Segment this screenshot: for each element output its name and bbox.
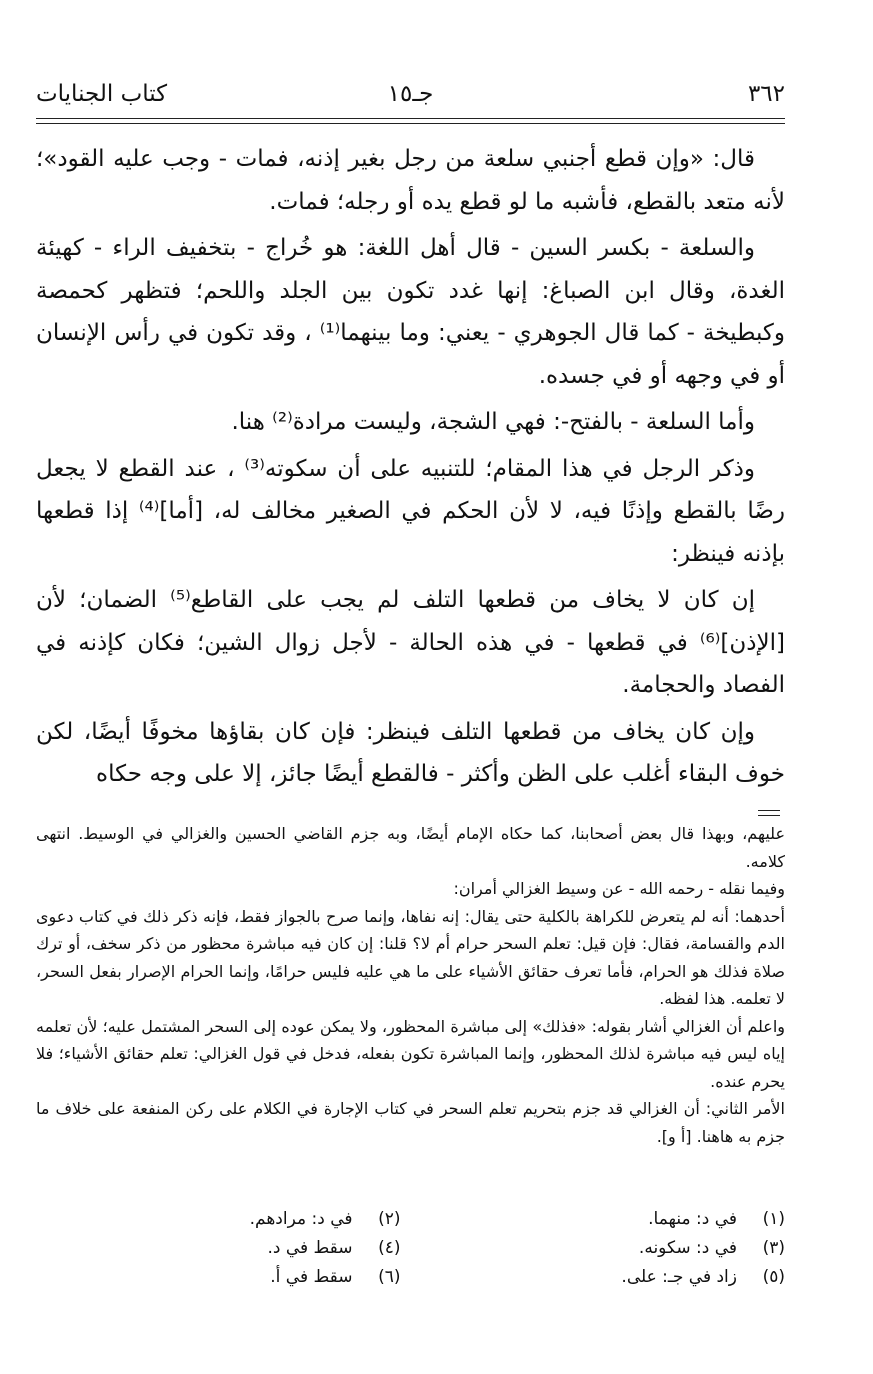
footnote-number: (٣) — [762, 1238, 785, 1258]
footnote-item — [36, 1205, 401, 1234]
note-paragraph: أحدهما: أنه لم يتعرض للكراهة بالكلية حتى يقال: إنه نفاها، وإنما صرح بالجواز فقط، فإنه ذكر ذلك في كتاب دعوى الدم والقسامة، فقال: فإن قيل: تعلم السحر حرام أم لا؟ قلنا: إن كان فيه مباشرة محظور من ذكر سخف، أو ترك صلاة فذلك هو الحرام، فأما تعرف حقائق الأشياء على ما هي عليه فليس حرامًا، وإنما الحرام الإصرار بفعل السحر، لا تعلمه. هذا لفظه. — [36, 906, 785, 1008]
main-paragraph: قال: «وإن قطع أجنبي سلعة من رجل بغير إذنه، فمات - وجب عليه القود»؛ لأنه متعد بالقطع، فأشبه ما لو قطع يده أو رجله؛ فمات. — [36, 146, 785, 215]
note-paragraph: واعلم أن الغزالي أشار بقوله: «فذلك» إلى مباشرة المحظور، ولا يمكن عوده إلى السحر المشتمل عليه؛ لأن تعلمه إياه ليس فيه مباشرة لذلك المحظور، وإنما المباشرة تكون بفعله، فدخل في قول الغزالي: تعلم حقائق الأشياء؛ فلا يحرم عنده. — [36, 1016, 785, 1091]
note-paragraph: وفيما نقله - رحمه الله - عن وسيط الغزالي أمران: — [453, 879, 785, 898]
footnote-text: في د: مرادهم. — [249, 1209, 353, 1229]
footnote-item — [421, 1234, 786, 1263]
footnote-item — [36, 1234, 401, 1263]
header-rule-double — [36, 123, 785, 124]
footnote-number: (٦) — [378, 1267, 401, 1287]
footnote-text: في د: سكونه. — [638, 1238, 737, 1258]
chapter-title: كتاب الجنايات — [36, 81, 168, 107]
header-rule — [36, 118, 785, 119]
footnote-text: في د: منهما. — [648, 1209, 737, 1229]
footnote-text: سقط في د. — [267, 1238, 353, 1258]
main-paragraph: وإن كان يخاف من قطعها التلف فينظر: فإن كان بقاؤها مخوفًا أيضًا، لكن خوف البقاء أغلب على الظن وأكثر - فالقطع أيضًا جائز، إلا على وجه حكاه — [36, 718, 785, 787]
note-paragraph: عليهم، وبهذا قال بعض أصحابنا، كما حكاه الإمام أيضًا، وبه جزم القاضي الحسين والغزالي في الوسيط. انتهى كلامه. — [36, 824, 785, 871]
footnote-text: زاد في جـ: على. — [621, 1267, 737, 1287]
main-text — [36, 138, 785, 800]
footnote-text: سقط في أ. — [270, 1267, 353, 1287]
volume-label: جـ١٥ — [387, 81, 434, 107]
note-paragraph: الأمر الثاني: أن الغزالي قد جزم بتحريم تعلم السحر في كتاب الإجارة في الكلام على ركن المنفعة على خلاف ما جزم به هاهنا. [أ و]. — [36, 1099, 785, 1146]
footnote-item — [36, 1263, 401, 1292]
footnote-item — [421, 1205, 786, 1234]
footnote-continuation — [36, 820, 785, 1150]
main-paragraph: والسلعة - بكسر السين - قال أهل اللغة: هو خُراج - بتخفيف الراء - كهيئة الغدة، وقال ابن الصباغ: إنها غدد تكون بين الجلد واللحم؛ فتظهر كحمصة وكبطيخة - كما قال الجوهري - يعني: وما بينهما⁽¹⁾ ، وقد تكون في رأس الإنسان أو في وجهه أو في جسده. — [36, 235, 785, 389]
main-paragraph: وأما السلعة - بالفتح-: فهي الشجة، وليست مرادة⁽²⁾ هنا. — [231, 409, 755, 435]
footnote-separator-double — [758, 815, 780, 816]
page-header — [36, 74, 785, 114]
footnote-number: (٤) — [378, 1238, 401, 1258]
footnote-list — [36, 1205, 785, 1292]
main-paragraph: وذكر الرجل في هذا المقام؛ للتنبيه على أن سكوته⁽³⁾ ، عند القطع لا يجعل رضًا بالقطع وإذنًا فيه، لا لأن الحكم في الصغير مخالف له، [أما]⁽⁴⁾ إذا قطعها بإذنه فينظر: — [36, 455, 785, 567]
footnote-item — [421, 1263, 786, 1292]
footnote-number: (٥) — [762, 1267, 785, 1287]
footnote-number: (٢) — [378, 1209, 401, 1229]
main-paragraph: إن كان لا يخاف من قطعها التلف لم يجب على القاطع⁽⁵⁾ الضمان؛ لأن [الإذن]⁽⁶⁾ في قطعها - في هذه الحالة - لأجل زوال الشين؛ فكان كإذنه في الفصاد والحجامة. — [36, 587, 785, 698]
footnote-number: (١) — [762, 1209, 785, 1229]
page-number: ٣٦٢ — [747, 81, 785, 107]
footnote-separator — [758, 810, 780, 811]
